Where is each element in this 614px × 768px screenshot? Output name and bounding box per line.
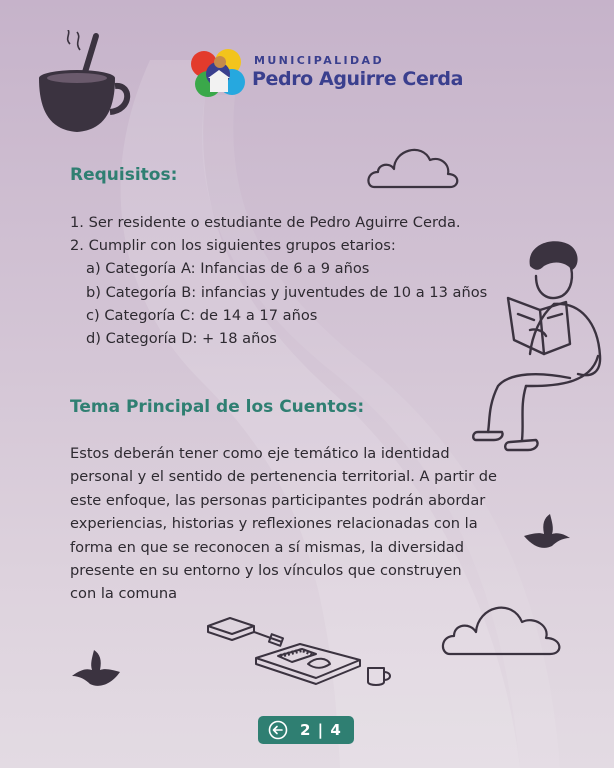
current-page: 2 xyxy=(300,721,312,739)
tema-title: Tema Principal de los Cuentos: xyxy=(70,397,365,417)
coffee-cup-icon xyxy=(34,30,134,138)
municipal-brand xyxy=(188,44,464,104)
paragraph-line: personal y el sentido de pertenencia territorial. A partir de xyxy=(70,468,497,486)
page-number xyxy=(300,721,342,739)
paragraph-line: este enfoque, las personas participantes podrán abordar xyxy=(70,491,486,509)
back-arrow-icon[interactable] xyxy=(268,720,288,740)
list-subitem: d) Categoría D: + 18 años xyxy=(86,330,277,348)
paragraph-line: Estos deberán tener como eje temático la identidad xyxy=(70,445,450,462)
cloud-icon xyxy=(438,596,568,660)
requisitos-title: Requisitos: xyxy=(70,165,178,185)
municipal-logo xyxy=(188,44,248,100)
paragraph-line: presente en su entorno y los vínculos que construyen xyxy=(70,562,462,580)
list-item: 2. Cumplir con los siguientes grupos etarios: xyxy=(70,237,396,255)
paragraph-line: forma en que se reconocen a sí mismas, la diversidad xyxy=(70,538,464,556)
list-subitem: c) Categoría C: de 14 a 17 años xyxy=(86,306,318,324)
page-separator: | xyxy=(317,721,325,739)
paragraph-line: experiencias, historias y reflexiones relacionadas con la xyxy=(70,515,478,533)
person-reading-icon xyxy=(470,236,610,458)
bird-icon xyxy=(522,514,572,552)
map-sketch-icon xyxy=(204,614,398,688)
requisitos-list xyxy=(70,211,487,350)
cloud-icon xyxy=(364,142,462,192)
list-item: 1. Ser residente o estudiante de Pedro Aguirre Cerda. xyxy=(70,214,461,231)
page-indicator xyxy=(258,716,354,744)
brand-name: Pedro Aguirre Cerda xyxy=(252,68,464,90)
list-subitem: b) Categoría B: infancias y juventudes de 10 a 13 años xyxy=(86,283,488,301)
bird-icon xyxy=(70,650,122,690)
brand-municipalidad: MUNICIPALIDAD xyxy=(254,54,384,67)
total-pages: 4 xyxy=(330,721,342,739)
list-subitem: a) Categoría A: Infancias de 6 a 9 años xyxy=(86,260,370,278)
tema-paragraph xyxy=(70,442,540,606)
paragraph-line: con la comuna xyxy=(70,585,178,603)
